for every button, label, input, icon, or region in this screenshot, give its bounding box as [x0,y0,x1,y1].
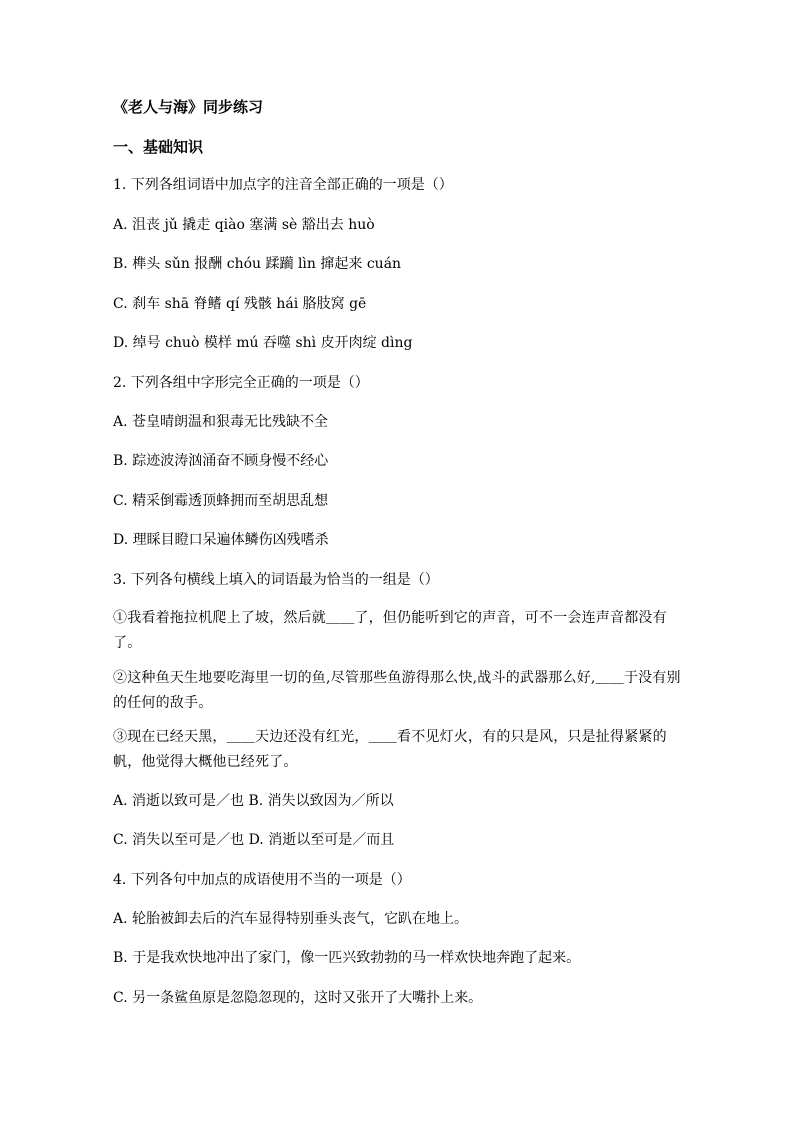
question-4-stem: 4. 下列各句中加点的成语使用不当的一项是（） [113,872,411,888]
document-title: 《老人与海》同步练习 [113,98,264,116]
question-1-option-c: C. 刹车 shā 脊鳍 qí 残骸 hái 胳肢窝 gē [113,296,367,312]
question-3-stem: 3. 下列各句横线上填入的词语最为恰当的一组是（） [113,572,439,588]
question-1-option-a: A. 沮丧 jǔ 撬走 qiào 塞满 sè 豁出去 huò [113,217,375,233]
question-3-options-cd: C. 消失以至可是／也 D. 消逝以至可是／而且 [113,832,395,848]
question-1-option-d: D. 绰号 chuò 模样 mú 吞噬 shì 皮开肉绽 dìng [113,335,413,351]
question-1-stem: 1. 下列各组词语中加点字的注音全部正确的一项是（） [113,177,453,193]
question-2-stem: 2. 下列各组中字形完全正确的一项是（） [113,375,369,391]
question-1-option-b: B. 榫头 sǔn 报酬 chóu 蹂躏 lìn 撺起来 cuán [113,256,402,272]
question-3-sentence-3: ③现在已经天黑，＿＿天边还没有红光，＿＿看不见灯火，有的只是风，只是扯得紧紧的帆，他觉得大概他已经死了。 [113,729,667,770]
question-2-option-b: B. 踪迹波涛汹涌奋不顾身慢不经心 [113,453,329,469]
question-2-option-c: C. 精采倒霉透顶蜂拥而至胡思乱想 [113,493,329,509]
question-2-option-a: A. 苍皇晴朗温和狠毒无比残缺不全 [113,414,329,430]
question-3-sentence-2: ②这种鱼天生地要吃海里一切的鱼,尽管那些鱼游得那么快,战斗的武器那么好,＿＿于没有别的任何的敌手。 [113,670,681,711]
question-4-option-a: A. 轮胎被卸去后的汽车显得特别垂头丧气，它趴在地上。 [113,911,469,927]
question-3-options-ab: A. 消逝以致可是／也 B. 消失以致因为／所以 [113,793,394,809]
question-2-option-d: D. 理睬目瞪口呆遍体鳞伤凶残嗜杀 [113,532,329,548]
question-3-sentence-1: ①我看着拖拉机爬上了坡，然后就＿＿了，但仍能听到它的声音，可不一会连声音都没有了。 [113,610,667,651]
section-heading: 一、基础知识 [113,138,204,156]
question-4-option-c: C. 另一条鲨鱼原是忽隐忽现的，这时又张开了大嘴扑上来。 [113,990,483,1006]
question-4-option-b: B. 于是我欢快地冲出了家门，像一匹兴致勃勃的马一样欢快地奔跑了起来。 [113,950,581,966]
